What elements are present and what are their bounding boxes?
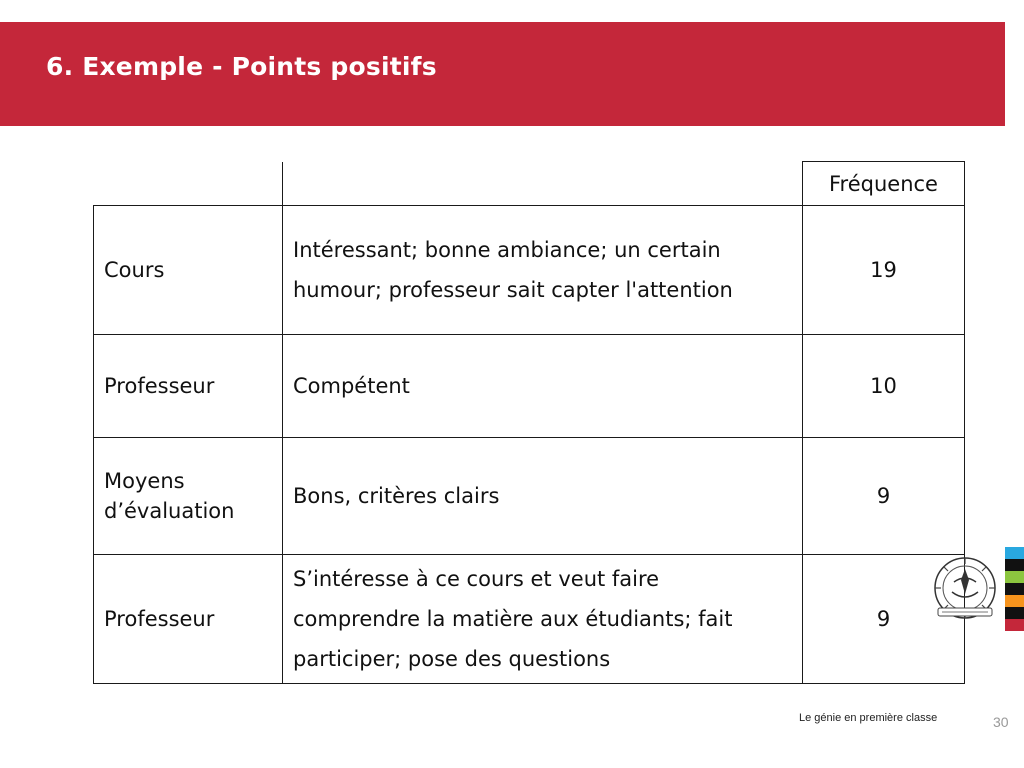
- empty-corner-cell: [94, 162, 283, 206]
- table-row: [94, 206, 965, 335]
- table-header-row: [94, 162, 965, 206]
- footer-tagline: Le génie en première classe: [799, 712, 938, 724]
- slide-title: 6. Exemple - Points positifs: [46, 52, 437, 81]
- frequency-header: Fréquence: [803, 162, 965, 206]
- description-cell: Intéressant; bonne ambiance; un certain humour; professeur sait capter l'attention: [283, 206, 803, 335]
- page-number: 30: [993, 714, 1009, 730]
- frequency-cell: 9: [803, 555, 965, 684]
- color-stripe: [1005, 619, 1024, 631]
- table-row: [94, 335, 965, 438]
- table-row: [94, 555, 965, 684]
- frequency-cell: 19: [803, 206, 965, 335]
- color-stripes: [1005, 547, 1024, 631]
- color-stripe: [1005, 547, 1024, 559]
- color-stripe: [1005, 583, 1024, 595]
- color-stripe: [1005, 607, 1024, 619]
- description-cell: Bons, critères clairs: [283, 438, 803, 555]
- category-cell: Cours: [94, 206, 283, 335]
- table-row: [94, 438, 965, 555]
- category-cell: Professeur: [94, 555, 283, 684]
- frequency-cell: 9: [803, 438, 965, 555]
- description-cell: S’intéresse à ce cours et veut faire comprendre la matière aux étudiants; fait participer; pose des questions: [283, 555, 803, 684]
- school-seal-icon: [930, 554, 1000, 626]
- color-stripe: [1005, 595, 1024, 607]
- frequency-cell: 10: [803, 335, 965, 438]
- empty-header-cell: [283, 162, 803, 206]
- color-stripe: [1005, 559, 1024, 571]
- results-table: [93, 161, 965, 684]
- color-stripe: [1005, 571, 1024, 583]
- description-cell: Compétent: [283, 335, 803, 438]
- category-cell: Professeur: [94, 335, 283, 438]
- category-cell: Moyens d’évaluation: [94, 438, 283, 555]
